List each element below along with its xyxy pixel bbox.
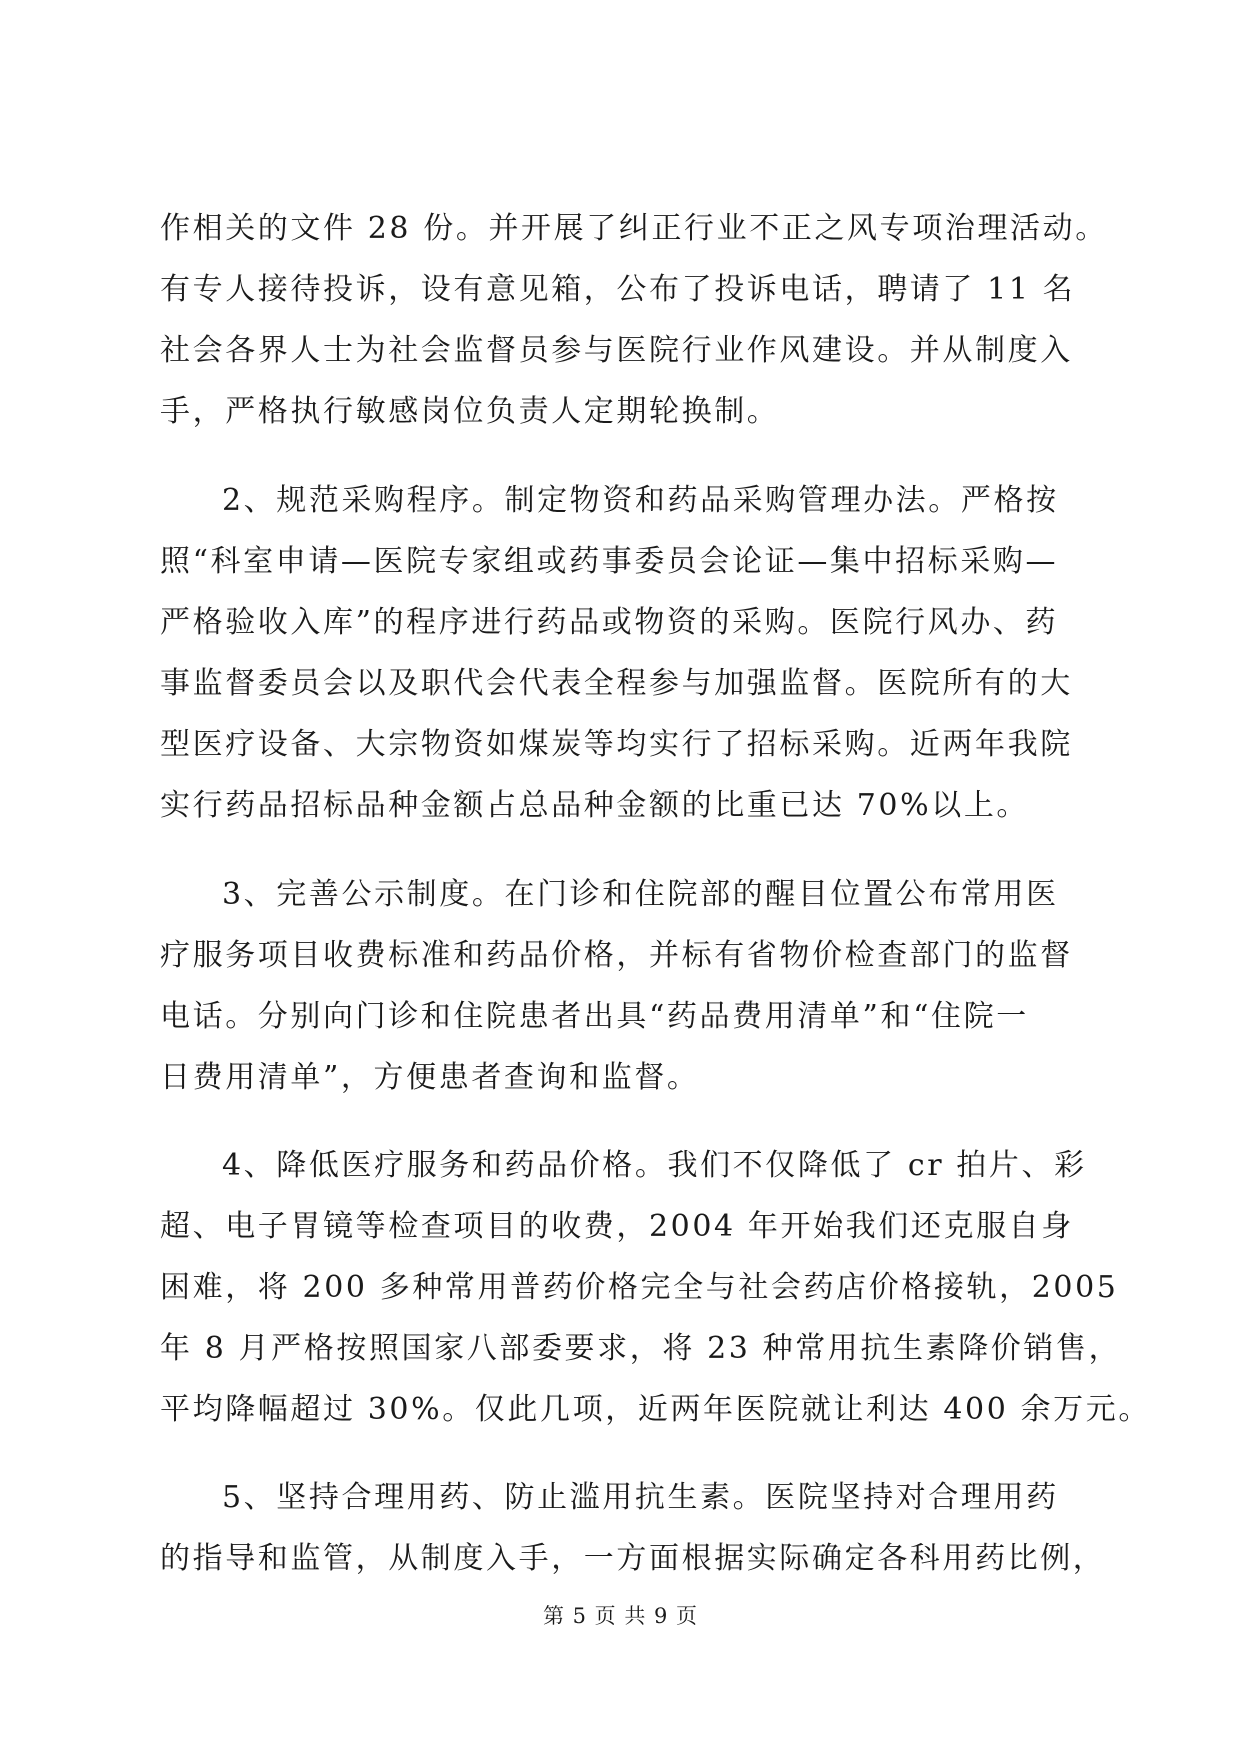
paragraph-2-line-3: 严格验收入库”的程序进行药品或物资的采购。医院行风办、药 (160, 605, 1059, 640)
paragraph-4-line-1: 4、降低医疗服务和药品价格。我们不仅降低了 cr 拍片、彩 (222, 1148, 1087, 1183)
paragraph-3-line-3: 电话。分别向门诊和住院患者出具“药品费用清单”和“住院一 (160, 999, 1029, 1034)
paragraph-5-line-2: 的指导和监管，从制度入手，一方面根据实际确定各科用药比例， (160, 1541, 1106, 1576)
paragraph-3-line-2: 疗服务项目收费标准和药品价格，并标有省物价检查部门的监督 (160, 938, 1073, 973)
paragraph-2-line-2: 照“科室申请—医院专家组或药事委员会论证—集中招标采购— (160, 544, 1059, 579)
paragraph-2-line-4: 事监督委员会以及职代会代表全程参与加强监督。医院所有的大 (160, 666, 1073, 701)
paragraph-1-line-3: 社会各界人士为社会监督员参与医院行业作风建设。并从制度入 (160, 333, 1073, 368)
paragraph-4-line-5: 平均降幅超过 30%。仅此几项，近两年医院就让利达 400 余万元。 (160, 1392, 1151, 1427)
paragraph-3-line-4: 日费用清单”，方便患者查询和监督。 (160, 1060, 700, 1095)
page-number-footer: 第 5 页 共 9 页 (542, 1604, 699, 1628)
paragraph-4-line-2: 超、电子胃镜等检查项目的收费，2004 年开始我们还克服自身 (160, 1209, 1074, 1244)
paragraph-2-line-5: 型医疗设备、大宗物资如煤炭等均实行了招标采购。近两年我院 (160, 727, 1073, 762)
paragraph-2-line-1: 2、规范采购程序。制定物资和药品采购管理办法。严格按 (222, 483, 1059, 518)
paragraph-5-line-1: 5、坚持合理用药、防止滥用抗生素。医院坚持对合理用药 (222, 1480, 1059, 1515)
paragraph-3-line-1: 3、完善公示制度。在门诊和住院部的醒目位置公布常用医 (222, 877, 1059, 912)
paragraph-1-line-2: 有专人接待投诉，设有意见箱，公布了投诉电话，聘请了 11 名 (160, 272, 1076, 307)
paragraph-1-line-4: 手，严格执行敏感岗位负责人定期轮换制。 (160, 394, 780, 429)
paragraph-4-line-4: 年 8 月严格按照国家八部委要求，将 23 种常用抗生素降价销售， (160, 1331, 1122, 1366)
paragraph-1-line-1: 作相关的文件 28 份。并开展了纠正行业不正之风专项治理活动。 (160, 211, 1108, 246)
paragraph-4-line-3: 困难，将 200 多种常用普药价格完全与社会药店价格接轨，2005 (160, 1270, 1119, 1305)
paragraph-2-line-6: 实行药品招标品种金额占总品种金额的比重已达 70%以上。 (160, 788, 1030, 823)
